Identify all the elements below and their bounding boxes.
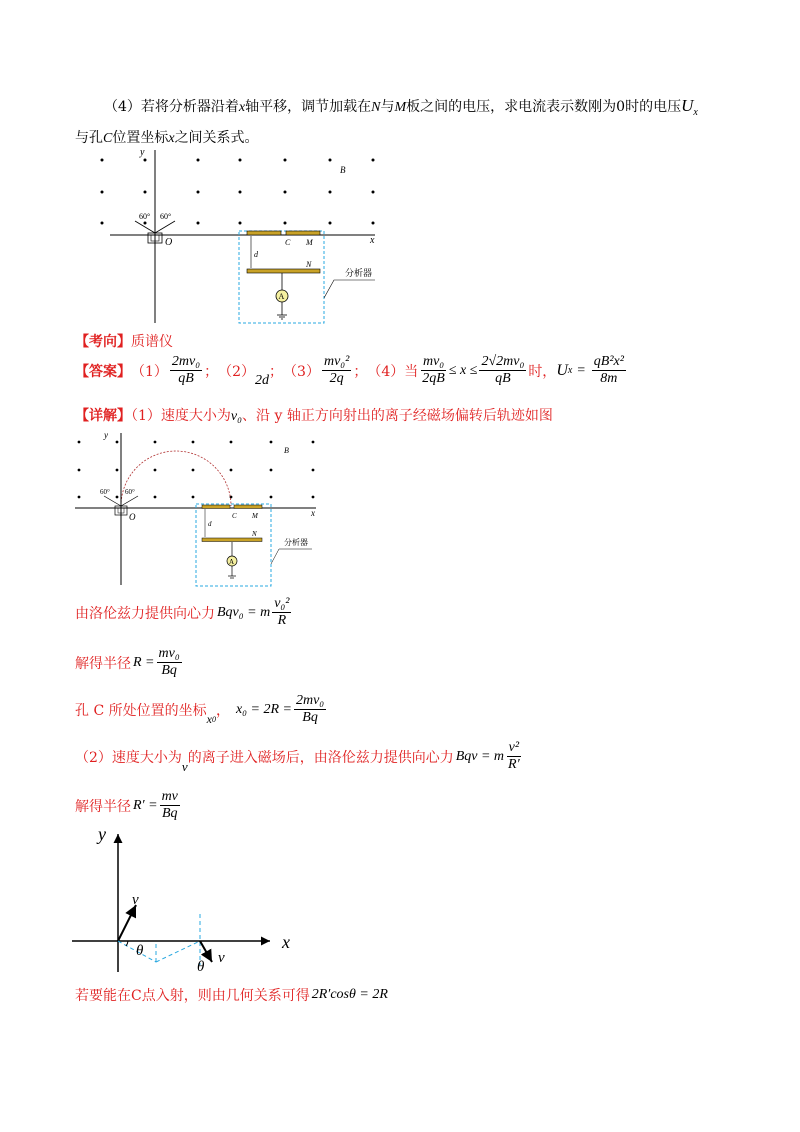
- svg-text:x: x: [311, 508, 315, 518]
- plate-M-label: M: [306, 238, 313, 247]
- question-line-1: （4）若将分析器沿着x轴平移，调节加载在N与M板之间的电压，求电流表示数刚为0时的电压$U_x$: [104, 96, 698, 118]
- distance-d-label: d: [254, 250, 258, 259]
- y-label: y: [98, 824, 106, 844]
- question-line-2: 与孔C位置坐标x之间关系式。: [75, 130, 259, 146]
- origin-label: O: [165, 237, 173, 248]
- field-label: B: [340, 165, 346, 175]
- svg-text:θ: θ: [197, 959, 205, 975]
- angle-label-right: 60°: [160, 212, 172, 221]
- analyzer-label: 分析器: [345, 268, 373, 278]
- mass-spectrometer-diagram-2: [72, 428, 322, 588]
- kaoxiang: 【考向】质谱仪: [75, 334, 173, 350]
- hole-C-label: C: [285, 238, 291, 247]
- plate-N: [247, 269, 320, 273]
- y-label: y: [140, 147, 145, 158]
- x-label: x: [370, 235, 375, 246]
- svg-text:O: O: [129, 512, 136, 522]
- velocity-arrow-1: [118, 905, 136, 941]
- lorentz-line: 由洛伦兹力提供向心力 Bqv₀ = m $\frac{\text{v₀²}}{R}$: [75, 596, 290, 628]
- ion-trajectory: [121, 451, 231, 506]
- angle-label-left: 60°: [139, 212, 151, 221]
- svg-text:v: v: [132, 892, 139, 908]
- ammeter-label: A: [278, 292, 285, 301]
- plate-N-label: N: [306, 260, 312, 269]
- svg-text:θ: θ: [136, 943, 144, 959]
- plate-M: [286, 231, 320, 235]
- field-dots: [78, 441, 315, 499]
- svg-text:60°: 60°: [100, 488, 110, 496]
- radius-line-2: 解得半径 R′ = $\frac{mv}{Bq}$: [75, 789, 178, 821]
- geometry-line: 若要能在C点入射，则由几何关系可得 2R′cosθ = 2R: [75, 987, 388, 1004]
- svg-text:A: A: [229, 558, 235, 566]
- hole-c-line: 孔 C 所处位置的坐标 x $_0$ ， x₀ = 2R = $\frac{\text{2mv₀}}{Bq}$: [75, 693, 325, 726]
- svg-text:60°: 60°: [125, 488, 135, 496]
- svg-text:y: y: [104, 430, 108, 440]
- part2-line: （2）速度大小为 v 的离子进入磁场后，由洛伦兹力提供向心力 Bqv = m $\frac{\text{v²}}{R'}$: [75, 740, 520, 774]
- plate-left: [247, 231, 281, 235]
- svg-text:M: M: [252, 512, 258, 520]
- geometry-diagram: [70, 822, 310, 982]
- detail-line-1: 【详解】（1）速度大小为v₀、沿 y 轴正方向射出的离子经磁场偏转后轨迹如图: [75, 408, 553, 424]
- svg-text:C: C: [232, 512, 237, 520]
- svg-text:B: B: [284, 446, 289, 455]
- svg-text:分析器: 分析器: [284, 538, 308, 547]
- svg-text:d: d: [208, 520, 212, 528]
- x-label: x: [282, 932, 290, 952]
- radius-line-1: 解得半径 R = $\frac{\text{mv₀}}{Bq}$: [75, 646, 180, 678]
- svg-text:v: v: [218, 950, 225, 966]
- answer-line: 【答案】 （1） $\frac{\text{2mv₀}}{qB}$ ； （2） 2d ； （3） $\frac{\text{mv₀²}}{2q}$ ； （4）当 $\frac{\text{mv₀}}{2qB}$ ≤ x ≤ $\frac{\text{2√2mv₀}}{qB}$ 时， U x = $\frac{\text{qB²x²}}{8m}$: [75, 354, 624, 388]
- svg-text:N: N: [252, 530, 257, 538]
- mass-spectrometer-diagram-1: [90, 145, 390, 330]
